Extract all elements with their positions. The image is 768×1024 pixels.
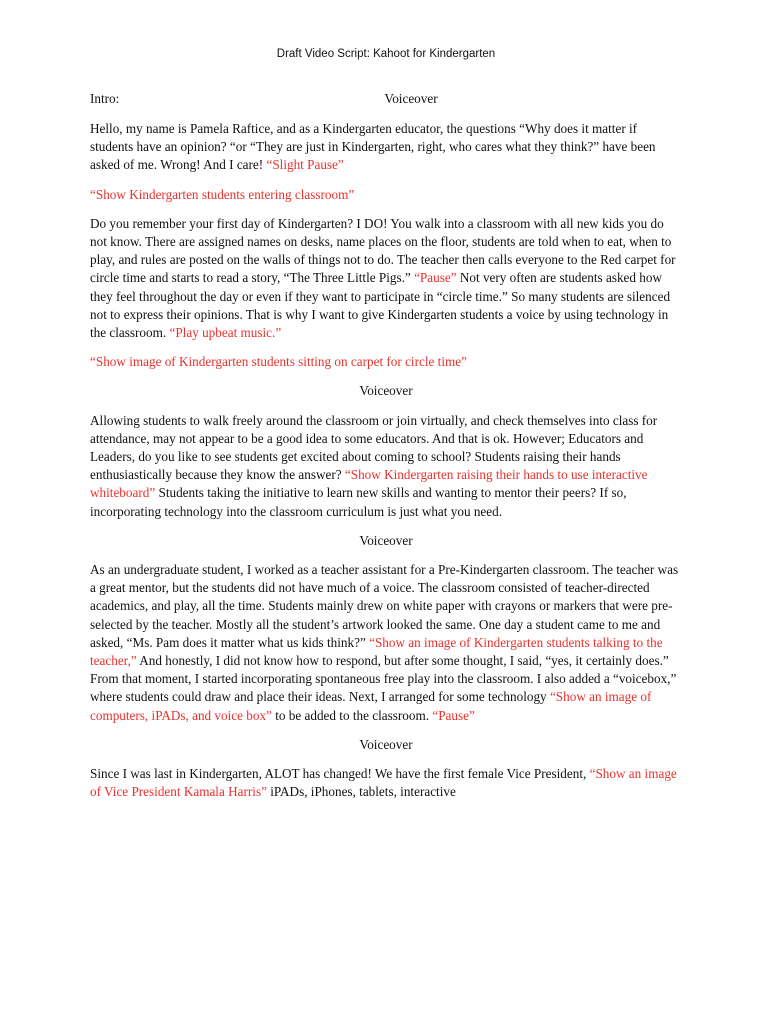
paragraph-text: And honestly, I did not know how to respond, but after some thought, I said, “yes, it certainly does.” From that moment, I started incorporating spontaneous free play into the classroom. I also added a “voicebox,” where students could draw and place their ideas. Next, I arranged for some technology [90,653,677,705]
paragraph-text: Hello, my name is Pamela Raftice, and as a Kindergarten educator, the questions “Why does it matter if students have an opinion? “or “They are just in Kindergarten, right, who cares what they think?” have been asked of me. Wrong! And I care! [90,121,656,173]
paragraph-text: Allowing students to walk freely around the classroom or join virtually, and check themselves into class for attendance, may not appear to be a good idea to some educators. And that is ok. However; Educators and Leaders, do you like to see students get excited about coming to school? Students raising their hands enthusiastically because they know the answer? [90,412,658,483]
document-title: Draft Video Script: Kahoot for Kindergarten [276,48,496,60]
paragraph-text: to be added to the classroom. [271,707,433,723]
intro-label: Intro: [90,91,120,106]
paragraph-text: As an undergraduate student, I worked as a teacher assistant for a Pre-Kindergarten classroom. The teacher was a great mentor, but the students did not have much of a voice. The classroom consisted of teacher-directed academics, and play, all the time. Students mainly drew on white paper with crayons or markers that were pre-selected by the teacher. Mostly all the student’s artwork looked the same. One day a student came to me and asked, “Ms. Pam does it matter what us kids think?” [90,562,679,650]
stage-cue-carpet: “Show image of Kindergarten students sitting on carpet for circle time” [90,354,467,370]
stage-cue: “Slight Pause” [266,157,344,173]
paragraph-text: Do you remember your first day of Kindergarten? I DO! You walk into a classroom with all new kids you do not know. There are assigned names on desks, name places on the floor, students are told when to eat, when to play, and rules are posted on the walls of things not to do. The teacher then calls everyone to the Red carpet for circle time and starts to read a story, “The Three Little Pigs.” [90,215,676,286]
paragraph-first-day [90,215,682,342]
stage-cue: “Show an image of Vice President Kamala Harris” [90,766,677,800]
stage-cue: “Pause” [414,270,457,286]
voiceover-heading: Voiceover [359,736,413,752]
document-body [90,90,682,802]
voiceover-heading: Voiceover [384,91,438,106]
paragraph-undergraduate [90,561,682,725]
stage-cue: “Show an image of computers, iPADs, and voice box” [90,689,652,723]
stage-cue-entering: “Show Kindergarten students entering classroom” [90,186,355,202]
voiceover-heading: Voiceover [359,532,413,548]
paragraph-text: Since I was last in Kindergarten, ALOT has changed! We have the first female Vice President, [90,766,590,782]
paragraph-intro [90,120,682,175]
paragraph-allowing [90,412,682,521]
intro-row [90,90,682,108]
stage-cue: “Pause” [432,707,475,723]
stage-cue: “Show Kindergarten raising their hands to use interactive whiteboard” [90,467,648,501]
paragraph-text: iPADs, iPhones, tablets, interactive [266,784,456,800]
voiceover-heading: Voiceover [359,383,413,399]
stage-cue: “Play upbeat music.” [169,325,282,341]
paragraph-text: Not very often are students asked how they feel throughout the day or even if they want to participate in “circle time.” So many students are silenced not to express their opinions. That is why I want to give Kindergarten students a voice by using technology in the classroom. [90,270,671,341]
paragraph-since [90,765,682,801]
paragraph-text: Students taking the initiative to learn new skills and wanting to mentor their peers? If so, incorporating technology into the classroom curriculum is just what you need. [90,485,627,519]
stage-cue: “Show an image of Kindergarten students talking to the teacher,” [90,634,663,669]
